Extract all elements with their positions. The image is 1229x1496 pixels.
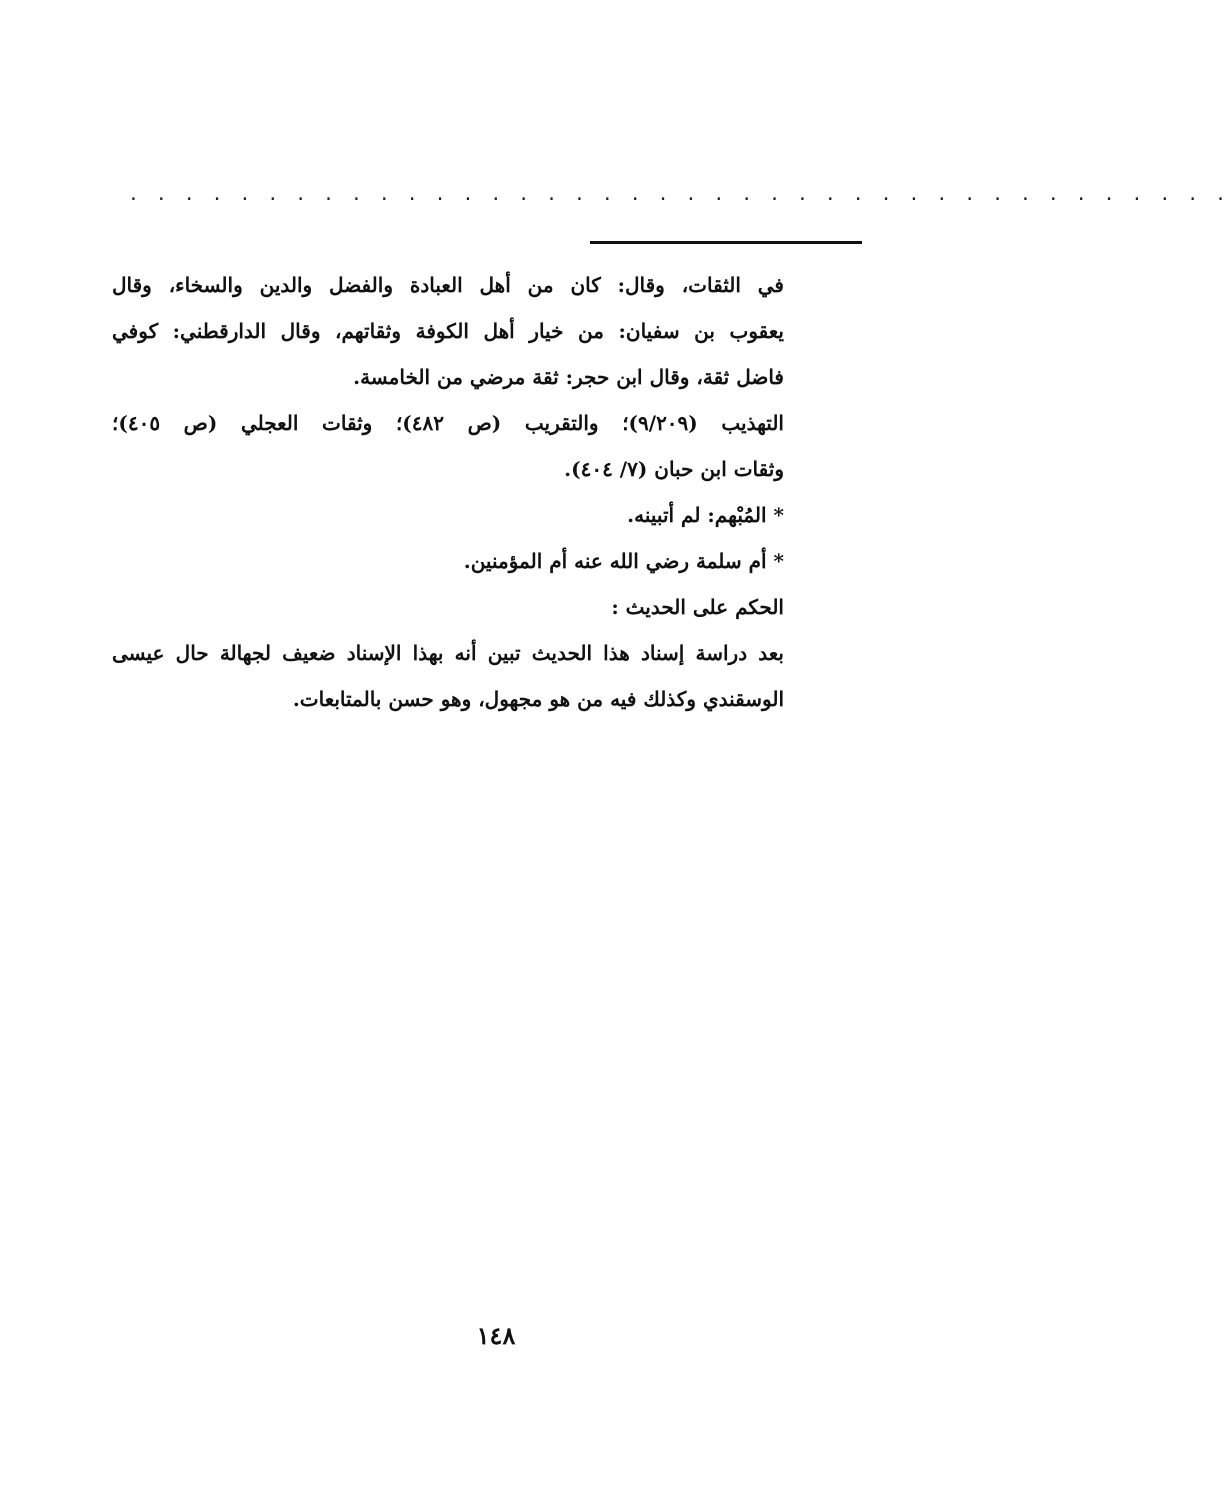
footnote-rule xyxy=(590,241,862,244)
dotted-separator: . . . . . . . . . . . . . . . . . . . . . . . . . . . . . . . . . . . . . . . . xyxy=(128,184,1229,205)
citation-line-1: التهذيب (٩/٢٠٩)؛ والتقريب (ص ٤٨٢)؛ وثقات العجلي (ص ٤٠٥)؛ xyxy=(112,411,784,435)
footnote-line-1: في الثقات، وقال: كان من أهل العبادة والفضل والدين والسخاء، وقال xyxy=(112,273,784,297)
bullet-mubham: * المُبْهم: لم أتبينه. xyxy=(627,503,784,527)
ruling-heading: الحكم على الحديث : xyxy=(611,595,784,619)
bullet-umm-salama: * أم سلمة رضي الله عنه أم المؤمنين. xyxy=(463,549,784,573)
page-body xyxy=(112,262,784,722)
ruling-line-2: الوسقندي وكذلك فيه من هو مجهول، وهو حسن بالمتابعات. xyxy=(292,687,784,711)
page-number: ١٤٨ xyxy=(476,1321,516,1350)
footnote-line-2: يعقوب بن سفيان: من خيار أهل الكوفة وثقاتهم، وقال الدارقطني: كوفي xyxy=(112,319,784,343)
citation-line-2: وثقات ابن حبان (٧/ ٤٠٤). xyxy=(564,457,784,481)
ruling-line-1: بعد دراسة إسناد هذا الحديث تبين أنه بهذا الإسناد ضعيف لجهالة حال عيسى xyxy=(112,641,784,665)
footnote-line-3: فاضل ثقة، وقال ابن حجر: ثقة مرضي من الخامسة. xyxy=(353,365,784,389)
